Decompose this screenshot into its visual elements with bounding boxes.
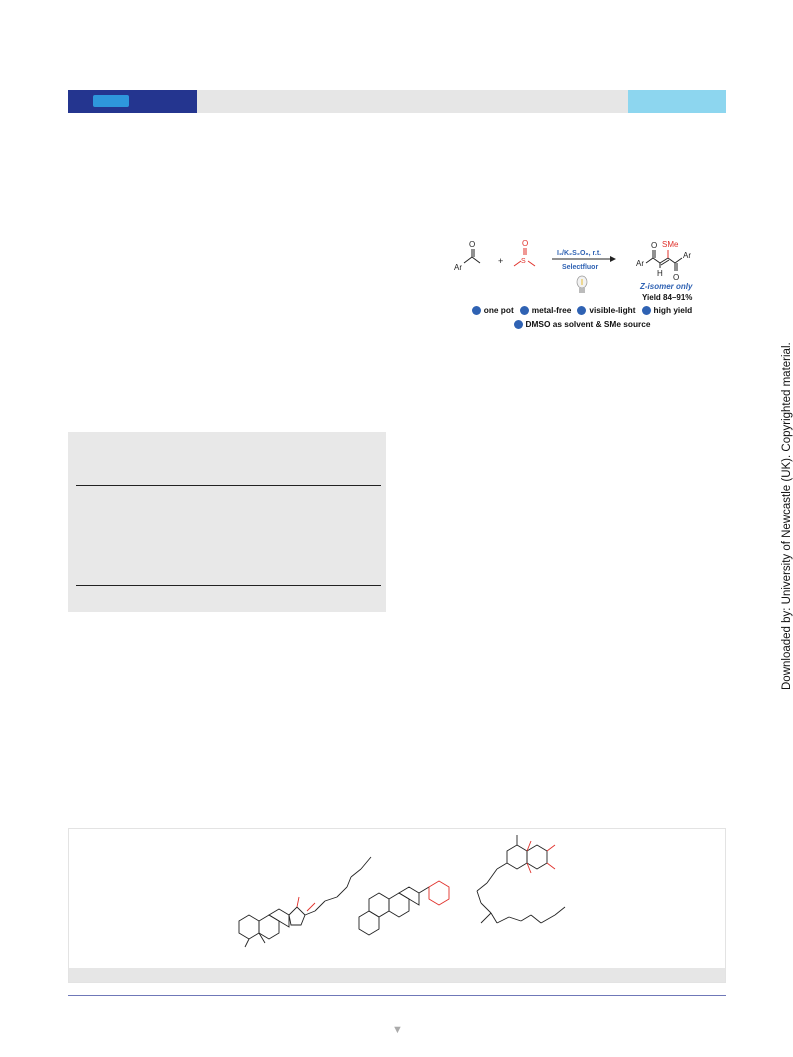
bullet-dot-icon <box>514 320 523 329</box>
section-badge[interactable] <box>93 95 129 107</box>
figure-caption-bar <box>69 968 725 982</box>
lightbulb-icon <box>577 276 587 293</box>
plus-sign: + <box>498 256 504 266</box>
ar-product-right: Ar <box>683 251 691 260</box>
feature-list <box>452 305 712 333</box>
feature-item: one pot <box>472 305 514 315</box>
bullet-dot-icon <box>577 306 586 315</box>
ar-left-label: Ar <box>454 263 462 272</box>
product-oxygen-1: O <box>651 241 658 250</box>
scroll-down-icon[interactable]: ▼ <box>392 1024 403 1036</box>
bullet-dot-icon <box>472 306 481 315</box>
bullet-dot-icon <box>520 306 529 315</box>
selectivity-label: Z-isomer only <box>640 282 693 291</box>
product-structure <box>646 250 682 271</box>
header-section-block <box>68 90 197 113</box>
product-oxygen-2: O <box>673 273 680 282</box>
product-sme: SMe <box>662 240 679 249</box>
figure-panel <box>68 828 726 983</box>
dmso-sulfur: S <box>521 258 526 265</box>
reagent-top: I₂/K₂S₂O₈, r.t. <box>557 250 602 257</box>
footer-rule <box>68 995 726 996</box>
table-panel <box>68 432 386 612</box>
table-bottom-rule <box>76 585 381 586</box>
reagent-bottom: Selectfluor <box>562 264 599 271</box>
download-notice-text: Downloaded by: University of Newcastle (UK). Copyrighted material. <box>781 342 793 690</box>
ar-product-left: Ar <box>636 259 644 268</box>
feature-item: metal-free <box>520 305 572 315</box>
natural-product-structures <box>69 829 725 968</box>
feature-row-1 <box>452 305 712 315</box>
bullet-dot-icon <box>642 306 651 315</box>
header-accent-block <box>628 90 726 113</box>
journal-header-bar <box>68 90 726 113</box>
table-top-rule <box>76 485 381 486</box>
product-hydrogen: H <box>657 269 663 278</box>
dmso-oxygen: O <box>522 239 529 248</box>
feature-item: visible-light <box>577 305 635 315</box>
yield-label: Yield 84–91% <box>642 293 693 302</box>
feature-row-2 <box>452 319 712 329</box>
feature-item: DMSO as solvent & SMe source <box>514 319 651 329</box>
aryl-ketone-structure <box>464 249 480 263</box>
feature-item: high yield <box>642 305 693 315</box>
ketone-oxygen: O <box>469 240 476 249</box>
